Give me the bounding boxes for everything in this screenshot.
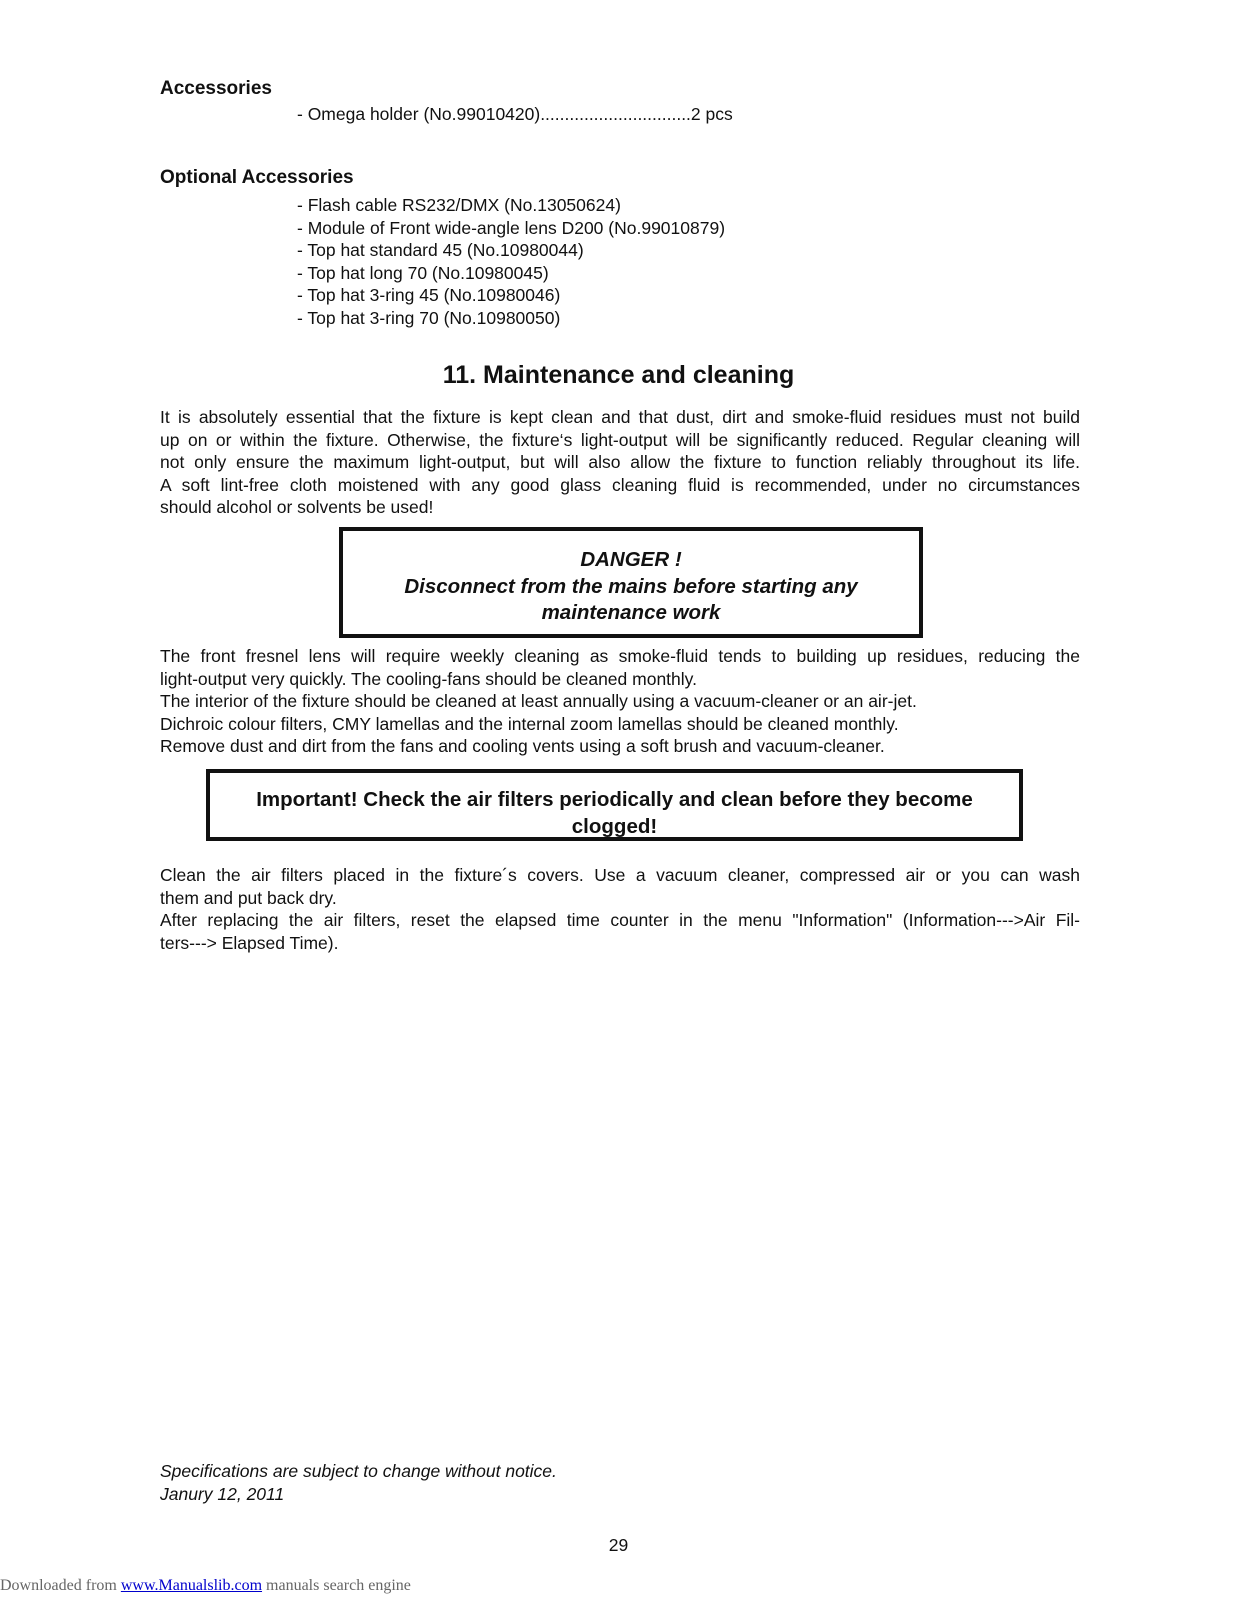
list-item: - Omega holder (No.99010420)...............................2 pcs (297, 104, 733, 124)
page-number: 29 (608, 1535, 629, 1555)
important-box (206, 769, 1023, 841)
paragraph-line: It is absolutely essential that the fixture is kept clean and that dust, dirt and smoke-fluid residues must not build (160, 407, 1080, 427)
list-item: - Flash cable RS232/DMX (No.13050624) (297, 195, 621, 215)
important-text-line: Important! Check the air filters periodically and clean before they become (256, 788, 973, 811)
list-item: - Top hat 3-ring 45 (No.10980046) (297, 285, 561, 306)
intro-paragraph (160, 406, 1080, 519)
footer-notice (160, 1460, 557, 1505)
cleaning-paragraph (160, 645, 1080, 758)
paragraph-line: Remove dust and dirt from the fans and cooling vents using a soft brush and vacuum-cleaner. (160, 736, 885, 757)
paragraph-line: not only ensure the maximum light-output, but will also allow the fixture to function reliably throughout its life. (160, 452, 1080, 473)
optional-accessories-heading: Optional Accessories (160, 167, 354, 188)
download-suffix: manuals search engine (262, 1577, 411, 1594)
important-text-line: clogged! (571, 814, 658, 838)
danger-text-line: maintenance work (541, 601, 721, 624)
paragraph-line: Clean the air filters placed in the fixture´s covers. Use a vacuum cleaner, compressed air or you can wash (160, 865, 1080, 885)
filter-paragraph (160, 864, 1080, 954)
section-title: 11. Maintenance and cleaning (442, 361, 795, 389)
danger-title: DANGER ! (580, 548, 682, 571)
manualslib-link[interactable]: www.Manualslib.com (120, 1577, 263, 1594)
paragraph-line: After replacing the air filters, reset the elapsed time counter in the menu "Information" (Information--->Air Fil- (160, 910, 1080, 931)
list-item: - Module of Front wide-angle lens D200 (No.99010879) (297, 217, 726, 238)
document-date: Janury 12, 2011 (160, 1483, 285, 1504)
paragraph-line: A soft lint-free cloth moistened with any good glass cleaning fluid is recommended, under no circumstances (160, 474, 1080, 495)
paragraph-line: The interior of the fixture should be cleaned at least annually using a vacuum-cleaner or an air-jet. (160, 691, 917, 712)
paragraph-line: them and put back dry. (160, 887, 337, 908)
danger-box (339, 527, 923, 638)
paragraph-line: should alcohol or solvents be used! (160, 497, 434, 518)
paragraph-line: ters---> Elapsed Time). (160, 932, 339, 953)
list-item: - Top hat long 70 (No.10980045) (297, 262, 549, 283)
accessories-heading: Accessories (160, 78, 272, 99)
list-item: - Top hat 3-ring 70 (No.10980050) (297, 307, 561, 328)
paragraph-line: up on or within the fixture. Otherwise, the fixture‘s light-output will be significantly reduced. Regular cleaning will (160, 429, 1080, 450)
download-footer (0, 1577, 411, 1595)
danger-text-line: Disconnect from the mains before starting any (404, 574, 858, 598)
accessories-list (297, 103, 733, 126)
list-item: - Top hat standard 45 (No.10980044) (297, 240, 584, 261)
paragraph-line: The front fresnel lens will require weekly cleaning as smoke-fluid tends to building up residues, reducing the (160, 646, 1080, 666)
paragraph-line: light-output very quickly. The cooling-fans should be cleaned monthly. (160, 668, 697, 689)
specifications-notice: Specifications are subject to change without notice. (160, 1461, 557, 1481)
paragraph-line: Dichroic colour filters, CMY lamellas and the internal zoom lamellas should be cleaned monthly. (160, 713, 899, 734)
download-prefix: Downloaded from (0, 1577, 121, 1594)
optional-accessories-list (297, 194, 725, 330)
